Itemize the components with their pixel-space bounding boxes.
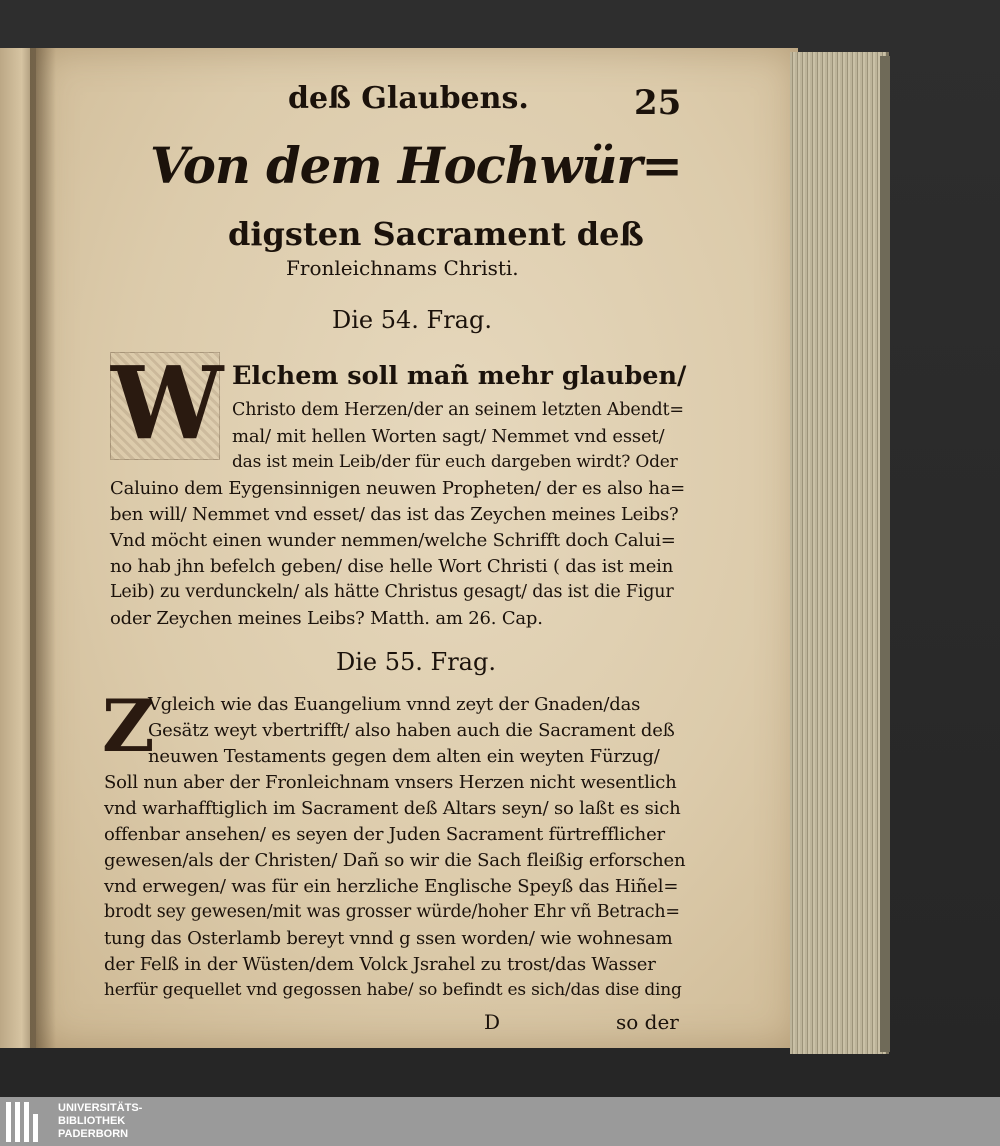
q55-line-10: tung das Osterlamb bereyt vnnd g ssen worden/ wie wohnesam — [104, 928, 673, 949]
q55-line-12: herfür gequellet vnd gegossen habe/ so befindt es sich/das dise ding — [104, 980, 682, 1000]
catchword: so der — [616, 1010, 679, 1034]
chapter-title-line-1: Von dem Hochwür= — [150, 137, 682, 195]
decorated-initial-z: Z — [102, 683, 155, 768]
page-number: 25 — [634, 83, 682, 123]
library-logo-line-2: BIBLIOTHEK — [58, 1115, 126, 1127]
cover-edge — [880, 56, 890, 1052]
library-logo-bars-icon — [6, 1102, 46, 1142]
q55-line-1: Vgleich wie das Euangelium vnnd zeyt der Gnaden/das — [148, 694, 641, 715]
page-block-edges — [790, 52, 889, 1054]
q54-line-5: Caluino dem Eygensinnigen neuwen Propheten/ der es also ha= — [110, 478, 686, 499]
chapter-title-line-3: Fronleichnams Christi. — [286, 256, 519, 280]
q55-line-9: brodt sey gewesen/mit was grosser würde/hoher Ehr vñ Betrach= — [104, 902, 680, 922]
library-footer — [0, 1097, 1000, 1146]
q55-line-6: offenbar ansehen/ es seyen der Juden Sacrament fürtrefflicher — [104, 824, 665, 845]
q55-line-5: vnd warhafftiglich im Sacrament deß Altars seyn/ so laßt es sich — [104, 798, 681, 819]
question-55-heading: Die 55. Frag. — [336, 648, 496, 676]
q54-line-2: Christo dem Herzen/der an seinem letzten Abendt= — [232, 400, 684, 420]
decorated-initial-w: W — [111, 344, 224, 462]
q54-line-9: Leib) zu verdunckeln/ als hätte Christus gesagt/ das ist die Figur — [110, 582, 674, 602]
library-logo-text — [58, 1102, 142, 1141]
running-head: deß Glaubens. — [288, 81, 529, 116]
q55-line-4: Soll nun aber der Fronleichnam vnsers Herzen nicht wesentlich — [104, 772, 677, 793]
q54-line-4: das ist mein Leib/der für euch dargeben wirdt? Oder — [232, 452, 678, 472]
q54-line-8: no hab jhn befelch geben/ dise helle Wort Christi ( das ist mein — [110, 556, 674, 577]
q55-line-8: vnd erwegen/ was für ein herzliche Englische Speyß das Hiñel= — [104, 876, 679, 897]
chapter-title-line-2: digsten Sacrament deß — [228, 215, 644, 253]
signature-mark: D — [484, 1010, 501, 1034]
q54-line-6: ben will/ Nemmet vnd esset/ das ist das Zeychen meines Leibs? — [110, 504, 679, 525]
spine-shadow — [30, 48, 56, 1048]
library-logo-line-3: PADERBORN — [58, 1128, 129, 1140]
q55-line-11: der Felß in der Wüsten/dem Volck Jsrahel zu trost/das Wasser — [104, 954, 656, 975]
q54-line-3: mal/ mit hellen Worten sagt/ Nemmet vnd esset/ — [232, 426, 665, 447]
question-54-heading: Die 54. Frag. — [332, 306, 492, 334]
q55-line-3: neuwen Testaments gegen dem alten ein weyten Fürzug/ — [148, 746, 660, 767]
q54-line-7: Vnd möcht einen wunder nemmen/welche Schrifft doch Calui= — [110, 530, 676, 551]
q54-line-10: oder Zeychen meines Leibs? Matth. am 26. Cap. — [110, 608, 543, 629]
q55-line-7: gewesen/als der Christen/ Dañ so wir die Sach fleißig erforschen — [104, 850, 686, 871]
library-logo-line-1: UNIVERSITÄTS- — [58, 1102, 143, 1114]
q54-line-1: Elchem soll mañ mehr glauben/ — [232, 361, 687, 391]
q55-line-2: Gesätz weyt vbertrifft/ also haben auch die Sacrament deß — [148, 720, 675, 741]
